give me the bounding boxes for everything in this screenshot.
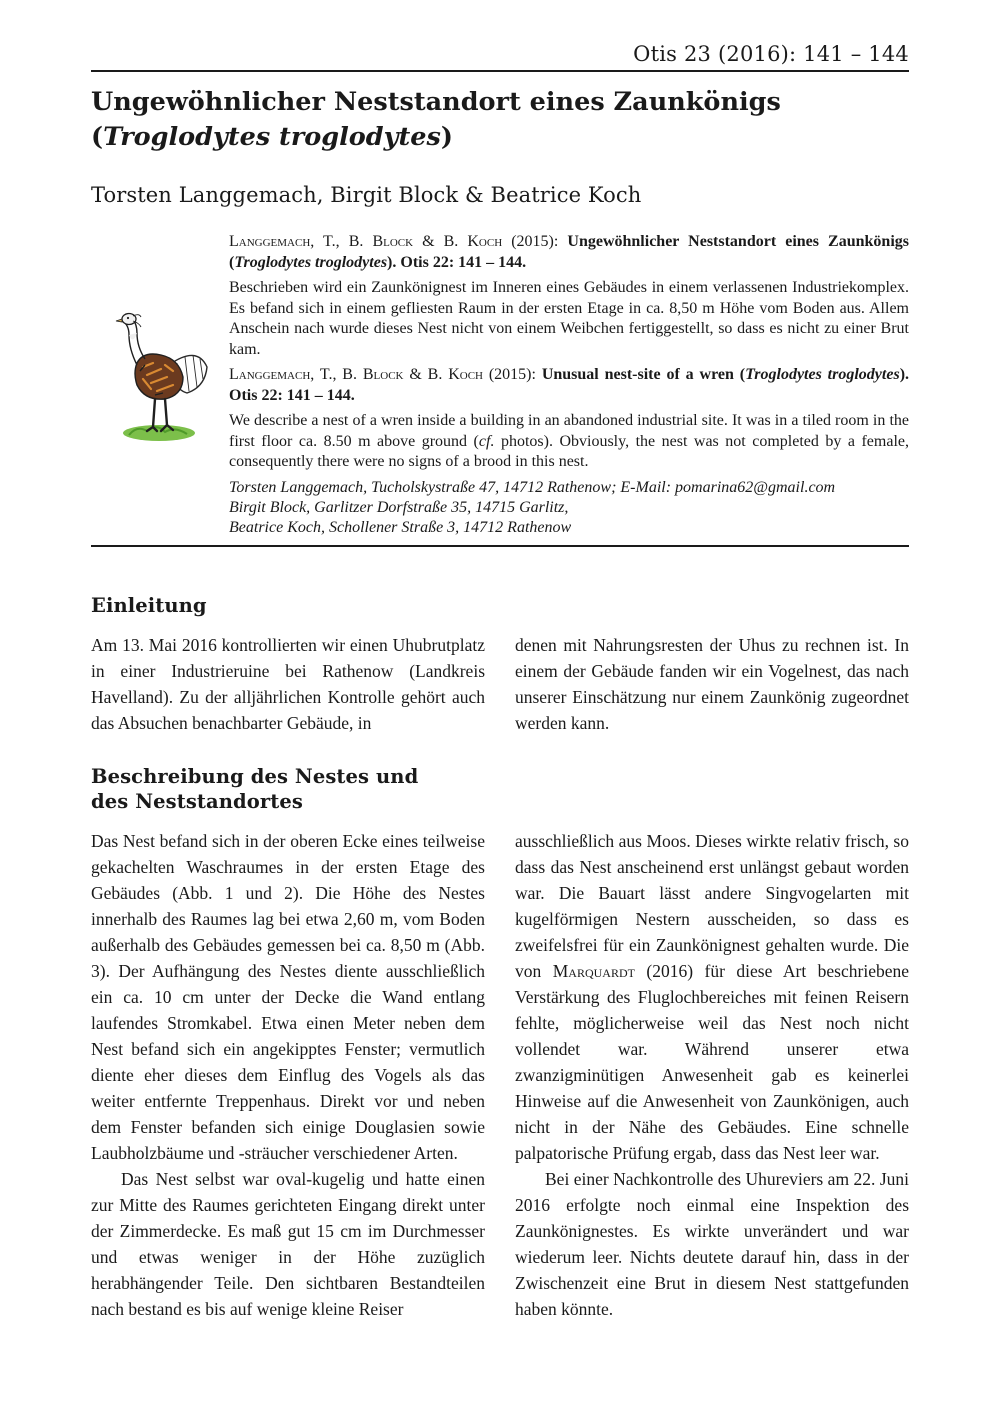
intro-column-left [91, 632, 485, 736]
citation-english [229, 365, 909, 406]
cite-title-end: ). Otis 22: 141 – 144. [229, 366, 910, 404]
paragraph: Das Nest befand sich in der oberen Ecke eines teilweise gekachelten Waschraumes in der ersten Etage des Gebäudes (Abb. 1 und 2). Die Höhe des Nestes innerhalb des Raumes lag bei etwa 2,60 m, vom Boden außerhalb des Gebäudes gemessen bei ca. 8,50 m (Abb. 3). Der Aufhängung des Nestes diente ausschließlich ein ca. 10 cm unter der Decke die Wand entlang laufendes Stromkabel. Etwa einen Meter neben dem Nest befand sich ein angekipptes Fenster; vermutlich diente eher dieses dem Einflug des Vogels als das weiter entfernte Treppenhaus. Direkt vor und neben dem Fenster befanden sich einige Douglasien sowie Laubholzbäume und -sträucher verschiedener Arten. [91, 831, 485, 1163]
paragraph-text: ausschließlich aus Moos. Dieses wirkte relativ frisch, so dass das Nest anscheinend erst unlängst gebaut worden war. Die Bauart lässt andere Singvogelarten mit kugelförmigen Nestern ausscheiden, so dass es zweifelsfrei für ein Zaunkönignest gehalten wurde. Die von [515, 831, 909, 981]
abstract-rule [91, 545, 909, 547]
cite-author: Langgemach [229, 366, 311, 383]
heading-introduction: Einleitung [91, 594, 207, 617]
desc-column-right [515, 828, 909, 1322]
cite-species: Troglodytes troglodytes [745, 366, 900, 383]
paragraph [515, 828, 909, 1166]
paragraph: denen mit Nahrungsresten der Uhus zu rechnen ist. In einem der Gebäude fanden wir ein Vogelnest, das nach unserer Einschätzung nur einem Zaunkönig zugeordnet werden kann. [515, 635, 909, 733]
heading-line: des Neststandortes [91, 790, 303, 813]
cite-title: Unusual nest-site of a wren ( [541, 366, 746, 383]
abstract-text-end: photos). Obviously, the nest was not completed by a female, consequently there were no signs of a brood in this nest. [229, 432, 909, 470]
abstract [229, 232, 909, 538]
cite-year: (2015): [482, 366, 542, 383]
header-rule [91, 70, 909, 72]
cite-text: & B. [403, 366, 449, 383]
intro-column-right [515, 632, 909, 736]
page [91, 0, 909, 1424]
citation-german [229, 232, 909, 273]
abstract-english-body [229, 411, 909, 473]
address-line: Beatrice Koch, Schollener Straße 3, 14712 Rathenow [229, 518, 572, 536]
reference-author: Marquardt [552, 961, 635, 981]
cite-author: Block [362, 366, 404, 383]
heading-description [91, 764, 491, 814]
authors: Torsten Langgemach, Birgit Block & Beatrice Koch [91, 183, 642, 207]
title-close-paren: ) [440, 122, 453, 152]
address-line: Torsten Langgemach, Tucholskystraße 47, 14712 Rathenow; E-Mail: pomarina62@gmail.com [229, 478, 836, 496]
running-head: Otis 23 (2016): 141 – 144 [633, 42, 909, 66]
cite-title-end: ). Otis 22: 141 – 144. [387, 253, 527, 271]
address-line: Birgit Block, Garlitzer Dorfstraße 35, 14715 Garlitz, [229, 498, 569, 516]
abstract-cf: cf. [478, 432, 495, 450]
paragraph-text: (2016) für diese Art beschriebene Verstärkung des Fluglochbereiches mit feinen Reisern fehlte, möglicherweise weil das Nest noch nicht vollendet war. Während unserer etwa zwanzigminütigen Anwesenheit gab es keinerlei Hinweise auf die Anwesenheit von Zaunkönigen, auch nicht in der Nähe des Gebäudes. Eine schnelle palpatorische Prüfung ergab, dass das Nest leer war. [515, 961, 910, 1163]
article-title [91, 85, 909, 155]
title-open-paren: ( [91, 122, 104, 152]
cite-text: & B. [413, 233, 468, 250]
cite-author: Koch [448, 366, 483, 383]
cite-author: Koch [467, 233, 503, 250]
cite-year: (2015): [502, 233, 568, 250]
cite-title: Ungewöhnlicher Neststandort eines Zaunkönigs ( [229, 233, 909, 271]
title-species: Troglodytes troglodytes [103, 122, 441, 152]
paragraph: Am 13. Mai 2016 kontrollierten wir einen Uhubrutplatz in einer Industrieruine bei Rathenow (Landkreis Havelland). Zu der alljährlichen Kontrolle gehört auch das Absuchen benachbarter Gebäude, in [91, 635, 485, 733]
paragraph: Bei einer Nachkontrolle des Uhureviers am 22. Juni 2016 erfolgte noch einmal eine Inspektion des Zaunkönignestes. Es wirkte unverändert und war wiederum leer. Nichts deutete darauf hin, dass in der Zwischenzeit eine Brut in diesem Nest stattgefunden haben könnte. [515, 1169, 909, 1319]
cite-author: Block [372, 233, 414, 250]
author-addresses [229, 478, 909, 538]
cite-text: , T., B. [310, 366, 363, 383]
abstract-text: We describe a nest of a wren inside a building in an abandoned industrial site. It was in a tiled room in the first floor ca. 8.50 m above ground ( [229, 412, 909, 450]
paragraph: Das Nest selbst war oval-kugelig und hatte einen zur Mitte des Raumes gerichteten Eingang direkt unter der Zimmerdecke. Es maß gut 15 cm im Durchmesser und etwas weniger in der Höhe zuzüglich herabhängender Teile. Den sichtbaren Bestandteilen nach bestand es bis auf wenige kleine Reiser [91, 1169, 485, 1319]
cite-text: , T., B. [310, 233, 373, 250]
heading-line: Beschreibung des Nestes und [91, 765, 419, 788]
abstract-german-body: Beschrieben wird ein Zaunkönignest im Inneren eines Gebäudes in einem verlassenen Industriekomplex. Es befand sich in einem gefliesten Raum in der ersten Etage in ca. 8,50 m Höhe vom Boden aus. Allem Anschein nach wurde dieses Nest nicht von einem Weibchen fertiggestellt, so dass es nicht zu einer Brut kam. [229, 279, 909, 358]
cite-species: Troglodytes troglodytes [234, 253, 388, 271]
bustard-logo-icon [107, 305, 215, 445]
title-line1: Ungewöhnlicher Neststandort eines Zaunkönigs [91, 87, 781, 117]
desc-column-left [91, 828, 485, 1322]
cite-author: Langgemach [229, 233, 311, 250]
